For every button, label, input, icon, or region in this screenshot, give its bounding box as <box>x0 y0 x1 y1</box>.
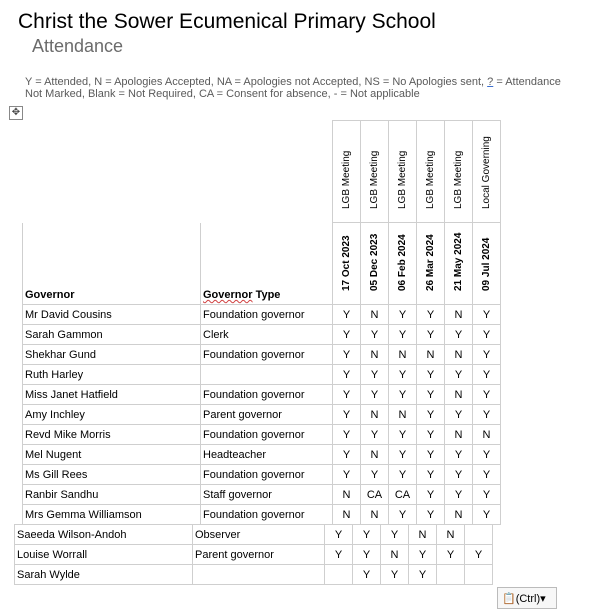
attendance-cell[interactable]: Y <box>473 405 501 425</box>
type-header-rest: Type <box>252 289 281 301</box>
attendance-cell[interactable]: Y <box>353 565 381 585</box>
governor-name[interactable]: Mrs Gemma Williamson <box>23 505 201 525</box>
date-label: 17 Oct 2023 <box>340 235 352 291</box>
meeting-header-1 <box>333 121 361 223</box>
meeting-header-5 <box>445 121 473 223</box>
governor-type[interactable]: Foundation governor <box>201 465 333 485</box>
governor-name[interactable]: Sarah Gammon <box>23 325 201 345</box>
meeting-label: LGB Meeting <box>368 150 380 209</box>
meeting-header-row <box>23 121 501 223</box>
attendance-cell[interactable]: N <box>445 505 473 525</box>
governor-name[interactable]: Revd Mike Morris <box>23 425 201 445</box>
attendance-cell[interactable]: Y <box>417 425 445 445</box>
attendance-cell[interactable]: Y <box>333 365 361 385</box>
legend-part-a: Y = Attended, N = Apologies Accepted, NA = Apologies not Accepted, NS = No Apologies sent <box>25 76 482 88</box>
governor-type[interactable]: Foundation governor <box>201 385 333 405</box>
date-label: 05 Dec 2023 <box>368 233 380 291</box>
attendance-cell[interactable]: N <box>409 525 437 545</box>
attendance-cell[interactable]: Y <box>361 385 389 405</box>
table-row <box>23 505 501 525</box>
date-header-3 <box>389 223 417 305</box>
attendance-cell[interactable]: Y <box>333 305 361 325</box>
attendance-cell[interactable]: N <box>437 525 465 545</box>
meeting-label: LGB Meeting <box>396 150 408 209</box>
document-subtitle: Attendance <box>32 36 124 56</box>
governor-type[interactable]: Parent governor <box>201 405 333 425</box>
attendance-cell[interactable]: Y <box>389 365 417 385</box>
governor-name[interactable]: Mr David Cousins <box>23 305 201 325</box>
attendance-cell[interactable]: Y <box>333 445 361 465</box>
governor-type[interactable]: Observer <box>193 525 325 545</box>
meeting-label: LGB Meeting <box>424 150 436 209</box>
attendance-cell[interactable]: Y <box>389 425 417 445</box>
attendance-cell[interactable]: Y <box>473 345 501 365</box>
attendance-cell[interactable]: Y <box>417 405 445 425</box>
attendance-cell[interactable] <box>465 565 493 585</box>
table-row <box>15 565 493 585</box>
attendance-cell[interactable]: Y <box>417 485 445 505</box>
table-row <box>23 485 501 505</box>
attendance-cell[interactable]: N <box>445 425 473 445</box>
governor-name[interactable]: Ms Gill Rees <box>23 465 201 485</box>
governor-type[interactable] <box>193 565 325 585</box>
attendance-cell[interactable]: N <box>361 345 389 365</box>
attendance-cell[interactable]: Y <box>417 325 445 345</box>
governor-column-header: Governor <box>23 223 201 305</box>
attendance-cell[interactable]: Y <box>437 545 465 565</box>
attendance-cell[interactable]: Y <box>417 445 445 465</box>
attendance-cell[interactable]: N <box>381 545 409 565</box>
attendance-cell[interactable]: Y <box>381 565 409 585</box>
governor-name[interactable]: Saeeda Wilson-Andoh <box>15 525 193 545</box>
attendance-cell[interactable]: N <box>361 445 389 465</box>
attendance-cell[interactable]: N <box>361 405 389 425</box>
paste-options-button[interactable] <box>497 587 557 609</box>
meeting-label: Local Governing <box>480 136 492 209</box>
governor-name[interactable]: Ranbir Sandhu <box>23 485 201 505</box>
governor-name[interactable]: Sarah Wylde <box>15 565 193 585</box>
table-row <box>23 405 501 425</box>
governor-type[interactable]: Foundation governor <box>201 305 333 325</box>
governor-name[interactable]: Miss Janet Hatfield <box>23 385 201 405</box>
governor-type[interactable]: Foundation governor <box>201 505 333 525</box>
attendance-cell[interactable]: Y <box>353 525 381 545</box>
attendance-cell[interactable]: Y <box>389 305 417 325</box>
attendance-cell[interactable]: N <box>361 505 389 525</box>
attendance-cell[interactable]: Y <box>417 365 445 385</box>
attendance-cell[interactable]: Y <box>473 385 501 405</box>
governor-type[interactable]: Parent governor <box>193 545 325 565</box>
table-row <box>23 445 501 465</box>
attendance-cell[interactable]: N <box>333 485 361 505</box>
table-row <box>23 345 501 365</box>
attendance-cell[interactable]: Y <box>473 445 501 465</box>
attendance-cell[interactable]: Y <box>465 545 493 565</box>
attendance-cell[interactable]: Y <box>445 405 473 425</box>
governor-name[interactable]: Amy Inchley <box>23 405 201 425</box>
attendance-legend <box>25 76 575 100</box>
attendance-cell[interactable]: Y <box>389 385 417 405</box>
attendance-cell[interactable]: Y <box>353 545 381 565</box>
date-header-row <box>23 223 501 305</box>
governor-type[interactable]: Foundation governor <box>201 425 333 445</box>
attendance-cell[interactable]: Y <box>333 425 361 445</box>
attendance-cell[interactable]: CA <box>361 485 389 505</box>
governor-name[interactable]: Ruth Harley <box>23 365 201 385</box>
governor-type[interactable] <box>201 365 333 385</box>
attendance-cell[interactable]: Y <box>325 525 353 545</box>
attendance-table-continued <box>14 524 493 585</box>
type-header-word: Governor <box>203 289 253 301</box>
governor-name[interactable]: Shekhar Gund <box>23 345 201 365</box>
date-header-6 <box>473 223 501 305</box>
date-header-1 <box>333 223 361 305</box>
attendance-cell[interactable]: Y <box>333 465 361 485</box>
table-row <box>23 385 501 405</box>
attendance-cell[interactable]: Y <box>389 325 417 345</box>
type-column-header <box>201 223 333 305</box>
attendance-cell[interactable]: N <box>473 425 501 445</box>
attendance-cell[interactable]: Y <box>333 325 361 345</box>
attendance-cell[interactable]: Y <box>325 545 353 565</box>
attendance-cell[interactable]: Y <box>409 545 437 565</box>
attendance-cell[interactable] <box>325 565 353 585</box>
table-row <box>23 305 501 325</box>
attendance-cell[interactable]: N <box>389 345 417 365</box>
attendance-cell[interactable]: N <box>417 345 445 365</box>
attendance-cell[interactable]: Y <box>445 445 473 465</box>
attendance-cell[interactable]: Y <box>417 505 445 525</box>
governor-name[interactable]: Louise Worrall <box>15 545 193 565</box>
attendance-cell[interactable]: N <box>361 305 389 325</box>
attendance-cell[interactable]: Y <box>417 385 445 405</box>
document-title: Christ the Sower Ecumenical Primary School <box>18 10 436 33</box>
attendance-cell[interactable]: Y <box>361 365 389 385</box>
attendance-cell[interactable]: Y <box>333 405 361 425</box>
date-label: 21 May 2024 <box>452 232 464 291</box>
date-header-2 <box>361 223 389 305</box>
meeting-header-2 <box>361 121 389 223</box>
meeting-header-3 <box>389 121 417 223</box>
attendance-cell[interactable]: Y <box>417 465 445 485</box>
attendance-cell[interactable]: Y <box>333 385 361 405</box>
governor-name[interactable]: Mel Nugent <box>23 445 201 465</box>
attendance-table <box>22 120 501 525</box>
date-header-5 <box>445 223 473 305</box>
attendance-cell[interactable]: Y <box>473 365 501 385</box>
attendance-cell[interactable]: N <box>389 405 417 425</box>
table-row <box>23 465 501 485</box>
date-label: 09 Jul 2024 <box>480 237 492 291</box>
attendance-cell[interactable] <box>437 565 465 585</box>
attendance-cell[interactable]: Y <box>381 525 409 545</box>
governor-type[interactable]: Headteacher <box>201 445 333 465</box>
attendance-cell[interactable]: Y <box>445 465 473 485</box>
date-label: 06 Feb 2024 <box>396 234 408 291</box>
attendance-cell[interactable]: Y <box>445 325 473 345</box>
legend-separator: , <box>481 76 488 88</box>
table-row <box>15 545 493 565</box>
attendance-cell[interactable]: Y <box>409 565 437 585</box>
attendance-cell[interactable] <box>465 525 493 545</box>
attendance-cell[interactable]: CA <box>389 485 417 505</box>
legend-question: ? <box>487 76 494 88</box>
attendance-cell[interactable]: Y <box>473 325 501 345</box>
meeting-header-6 <box>473 121 501 223</box>
meeting-header-4 <box>417 121 445 223</box>
attendance-cell[interactable]: Y <box>445 365 473 385</box>
attendance-cell[interactable]: Y <box>389 465 417 485</box>
table-row <box>23 325 501 345</box>
attendance-cell[interactable]: Y <box>417 305 445 325</box>
meeting-label: LGB Meeting <box>340 150 352 209</box>
table-row <box>23 425 501 445</box>
attendance-cell[interactable]: Y <box>445 485 473 505</box>
governor-type[interactable]: Foundation governor <box>201 345 333 365</box>
table-row <box>15 525 493 545</box>
meeting-label: LGB Meeting <box>452 150 464 209</box>
governor-type[interactable]: Clerk <box>201 325 333 345</box>
table-row <box>23 365 501 385</box>
attendance-cell[interactable]: Y <box>473 305 501 325</box>
attendance-cell[interactable]: N <box>445 345 473 365</box>
date-header-4 <box>417 223 445 305</box>
attendance-cell[interactable]: N <box>445 385 473 405</box>
attendance-cell[interactable]: Y <box>389 505 417 525</box>
date-label: 26 Mar 2024 <box>424 234 436 291</box>
attendance-cell[interactable]: N <box>333 505 361 525</box>
paste-label: (Ctrl) <box>515 593 541 605</box>
table-move-handle-icon[interactable]: ✥ <box>9 106 23 120</box>
attendance-cell[interactable]: Y <box>473 485 501 505</box>
governor-type[interactable]: Staff governor <box>201 485 333 505</box>
attendance-cell[interactable]: Y <box>361 325 389 345</box>
clipboard-icon: 📋 <box>502 593 516 605</box>
attendance-cell[interactable]: Y <box>473 505 501 525</box>
attendance-cell[interactable]: N <box>445 305 473 325</box>
attendance-cell[interactable]: Y <box>473 465 501 485</box>
legend-part-b: = Attendance Not Marked, Blank = Not Required, CA = Consent for absence, - = Not applicable <box>25 76 561 100</box>
attendance-cell[interactable]: Y <box>389 445 417 465</box>
attendance-cell[interactable]: Y <box>361 425 389 445</box>
attendance-cell[interactable]: Y <box>333 345 361 365</box>
chevron-down-icon: ▾ <box>540 593 546 605</box>
attendance-cell[interactable]: Y <box>361 465 389 485</box>
